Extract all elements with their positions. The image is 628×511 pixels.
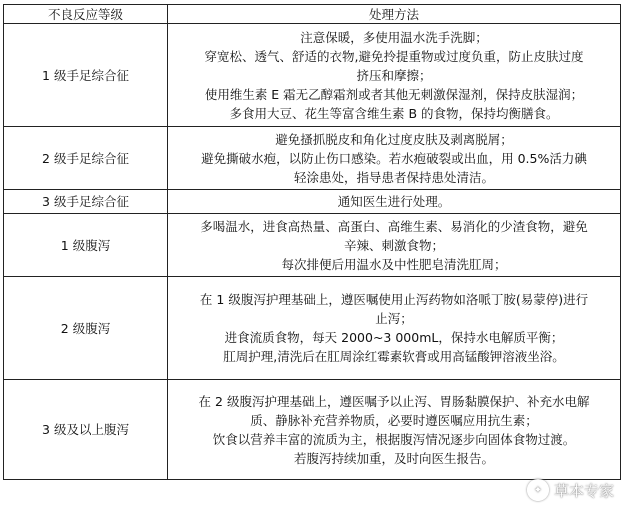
method-line: 饮食以营养丰富的流质为主，根据腹泻情况逐步向固体食物过渡。	[212, 431, 576, 447]
method-cell	[168, 214, 621, 277]
table-row	[4, 380, 621, 480]
method-line: 进食流质食物，每天 2000~3 000mL，保持水电解质平衡；	[224, 330, 564, 345]
method-line: 在 2 级腹泻护理基础上，遵医嘱予以止泻、胃肠黏膜保护、补充水电解	[198, 393, 590, 409]
method-line: 多食用大豆、花生等富含维生素 B 的食物，保持均衡膳食。	[229, 105, 559, 121]
method-line: 轻涂患处，指导患者保持患处清洁。	[293, 169, 494, 185]
method-line: 通知医生进行处理。	[337, 194, 451, 209]
brand-logo-icon: ✦	[527, 479, 549, 501]
method-cell	[168, 380, 621, 480]
method-line: 止泻；	[375, 311, 413, 326]
grade-cell: 3 级手足综合征	[4, 190, 168, 214]
table-row	[4, 277, 621, 380]
method-line: 质、静脉补充营养物质，必要时遵医嘱应用抗生素；	[250, 412, 538, 428]
method-line: 避免撕破水疱，以防止伤口感染。若水疱破裂或出血，用 0.5%活力碘	[201, 150, 587, 166]
table-row	[4, 190, 621, 214]
method-cell	[168, 190, 621, 214]
method-line: 注意保暖，多使用温水洗手洗脚；	[300, 29, 488, 45]
table-row	[4, 214, 621, 277]
header-grade: 不良反应等级	[4, 5, 168, 24]
method-cell	[168, 277, 621, 380]
method-line: 多喝温水，进食高热量、高蛋白、高维生素、易消化的少渣食物，避免	[200, 218, 588, 234]
method-cell	[168, 127, 621, 190]
table-row	[4, 24, 621, 127]
grade-cell: 1 级手足综合征	[4, 24, 168, 127]
method-line: 每次排便后用温水及中性肥皂清洗肛周；	[281, 256, 507, 272]
method-line: 辛辣、刺激食物；	[343, 237, 444, 253]
method-line: 肛周护理,清洗后在肛周涂红霉素软膏或用高锰酸钾溶液坐浴。	[223, 349, 565, 364]
grade-cell: 2 级手足综合征	[4, 127, 168, 190]
table-row	[4, 127, 621, 190]
method-cell	[168, 24, 621, 127]
method-line: 挤压和摩擦；	[356, 67, 432, 83]
grade-cell: 1 级腹泻	[4, 214, 168, 277]
watermark-text: 草本专家	[553, 481, 614, 500]
method-line: 在 1 级腹泻护理基础上，遵医嘱使用止泻药物如洛哌丁胺(易蒙停)进行	[199, 292, 589, 307]
watermark	[527, 479, 614, 501]
method-line: 使用维生素 E 霜无乙醇霜剂或者其他无刺激保湿剂，保持皮肤湿润；	[204, 86, 584, 102]
method-line: 穿宽松、透气、舒适的衣物,避免拎提重物或过度负重，防止皮肤过度	[204, 48, 584, 64]
table-header-row	[4, 5, 621, 24]
method-line: 若腹泻持续加重，及时向医生报告。	[293, 450, 494, 466]
grade-cell: 3 级及以上腹泻	[4, 380, 168, 480]
method-line: 避免搔抓脱皮和角化过度皮肤及剥离脱屑；	[275, 131, 513, 147]
grade-cell: 2 级腹泻	[4, 277, 168, 380]
header-method: 处理方法	[168, 5, 621, 24]
adverse-reaction-table	[3, 4, 621, 480]
